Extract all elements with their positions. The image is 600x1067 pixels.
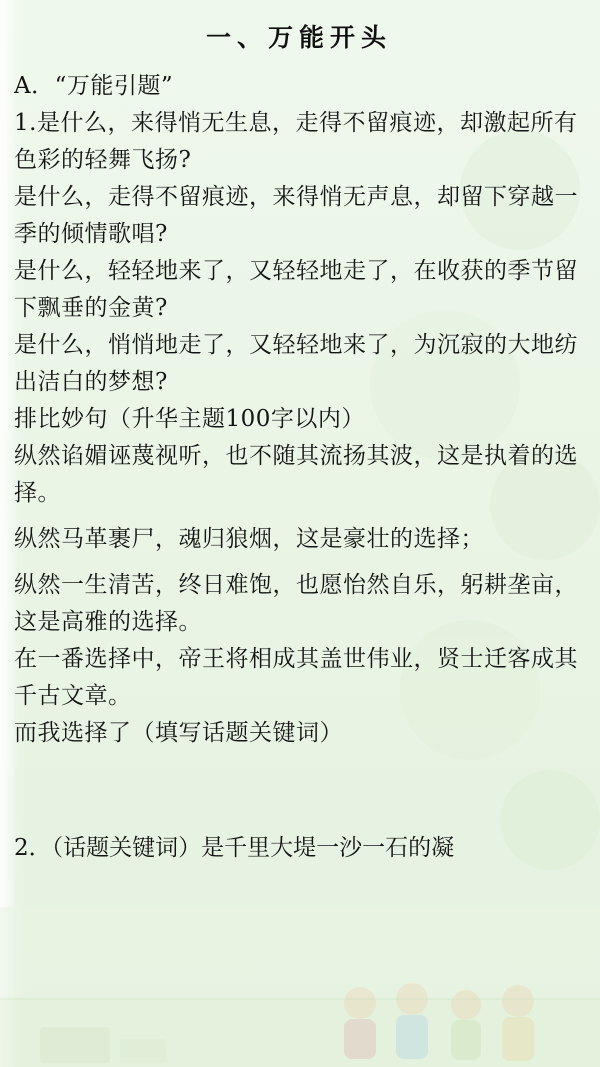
section-spacer — [14, 752, 584, 830]
question-4: 是什么，悄悄地走了，又轻轻地来了，为沉寂的大地纺出洁白的梦想? — [14, 332, 578, 395]
paiibi-3: 纵然一生清苦，终日难饱，也愿怡然自乐，躬耕垄亩，这是高雅的选择。 — [14, 572, 578, 635]
paiibi-2: 纵然马革裹尸，魂归狼烟，这是豪壮的选择； — [14, 526, 484, 552]
question-3: 是什么，轻轻地来了，又轻轻地走了，在收获的季节留下飘垂的金黄? — [14, 258, 578, 321]
item-1: 1.是什么，来得悄无生息，走得不留痕迹，却激起所有色彩的轻舞飞扬? — [14, 110, 578, 173]
question-2: 是什么，走得不留痕迹，来得悄无声息，却留下穿越一季的倾情歌唱? — [14, 184, 578, 247]
paiibi-1: 纵然谄媚诬蔑视听，也不随其流扬其波，这是执着的选择。 — [14, 443, 578, 506]
closing-line: 而我选择了（填写话题关键词） — [14, 720, 343, 746]
spacer — [14, 512, 584, 521]
section-label-a: A．“万能引题” — [14, 73, 174, 99]
paiibi-heading: 排比妙句（升华主题100字以内） — [14, 406, 365, 432]
item-2: 2．（话题关键词）是千里大堤一沙一石的凝 — [14, 835, 455, 861]
page-title: 一、万能开头 — [205, 23, 392, 52]
paiibi-4: 在一番选择中，帝王将相成其盖世伟业，贤士迁客成其千古文章。 — [14, 646, 578, 709]
bottom-decoration — [0, 907, 600, 1067]
spacer — [14, 558, 584, 567]
